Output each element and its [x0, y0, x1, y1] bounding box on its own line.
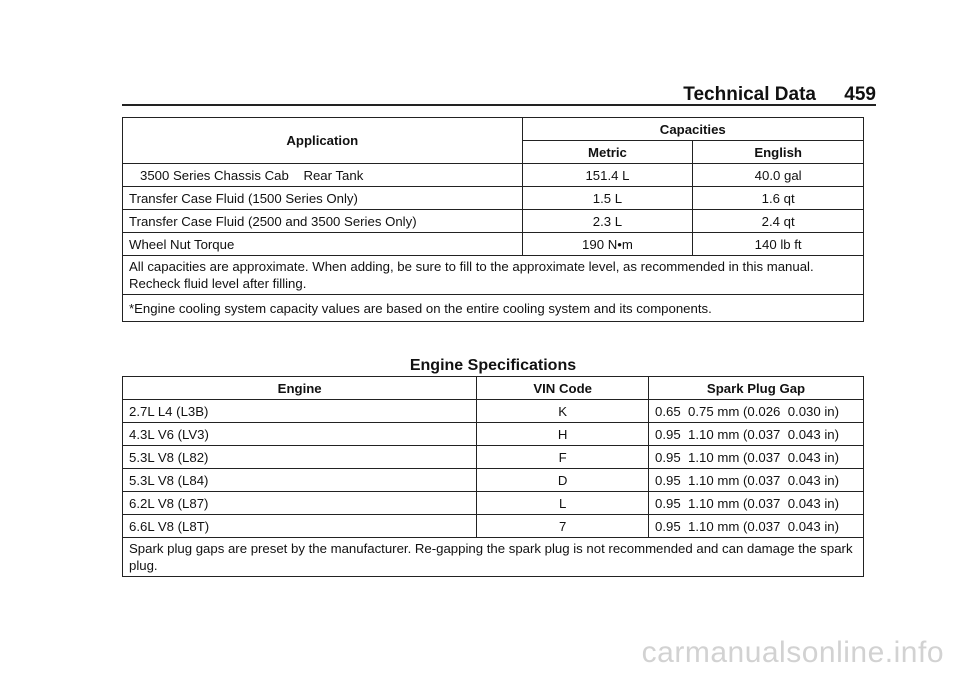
application-cell: Transfer Case Fluid (2500 and 3500 Series Only) [123, 210, 523, 233]
application-cell: Transfer Case Fluid (1500 Series Only) [123, 187, 523, 210]
metric-cell: 1.5 L [522, 187, 693, 210]
vin-cell: H [477, 423, 649, 446]
col-capacities: Capacities [522, 118, 863, 141]
engine-cell: 4.3L V6 (LV3) [123, 423, 477, 446]
gap-cell: 0.95 1.10 mm (0.037 0.043 in) [649, 446, 864, 469]
col-spark-plug-gap: Spark Plug Gap [649, 377, 864, 400]
engine-specs-table [122, 376, 864, 577]
capacities-table [122, 117, 864, 322]
vin-cell: 7 [477, 515, 649, 538]
table-row [123, 446, 864, 469]
gap-cell: 0.95 1.10 mm (0.037 0.043 in) [649, 469, 864, 492]
col-english: English [693, 141, 864, 164]
capacities-note: All capacities are approximate. When adding, be sure to fill to the approximate level, as recommended in this manual. Recheck fluid level after filling. [123, 256, 864, 295]
vin-cell: D [477, 469, 649, 492]
watermark: carmanualsonline.info [641, 636, 944, 669]
application-cell: Wheel Nut Torque [123, 233, 523, 256]
cooling-note: *Engine cooling system capacity values are based on the entire cooling system and its components. [123, 295, 864, 322]
page-number: 459 [844, 84, 876, 105]
metric-cell: 2.3 L [522, 210, 693, 233]
col-vin: VIN Code [477, 377, 649, 400]
engine-cell: 5.3L V8 (L82) [123, 446, 477, 469]
page-header [122, 84, 876, 106]
col-metric: Metric [522, 141, 693, 164]
gap-cell: 0.95 1.10 mm (0.037 0.043 in) [649, 515, 864, 538]
engine-cell: 6.2L V8 (L87) [123, 492, 477, 515]
col-application: Application [123, 118, 523, 164]
section-heading: Engine Specifications [409, 357, 577, 374]
engine-cell: 2.7L L4 (L3B) [123, 400, 477, 423]
page-title: Technical Data [683, 84, 816, 105]
engine-cell: 5.3L V8 (L84) [123, 469, 477, 492]
col-engine: Engine [123, 377, 477, 400]
table-row [123, 210, 864, 233]
vin-cell: F [477, 446, 649, 469]
table-row [123, 515, 864, 538]
table-row [123, 469, 864, 492]
vin-cell: L [477, 492, 649, 515]
table-row [123, 423, 864, 446]
english-cell: 140 lb ft [693, 233, 864, 256]
gap-cell: 0.95 1.10 mm (0.037 0.043 in) [649, 423, 864, 446]
table-row [123, 233, 864, 256]
english-cell: 40.0 gal [693, 164, 864, 187]
gap-cell: 0.95 1.10 mm (0.037 0.043 in) [649, 492, 864, 515]
table-row [123, 187, 864, 210]
table-row [123, 164, 864, 187]
application-cell: 3500 Series Chassis Cab Rear Tank [123, 164, 523, 187]
metric-cell: 190 N•m [522, 233, 693, 256]
table-row [123, 400, 864, 423]
english-cell: 1.6 qt [693, 187, 864, 210]
spark-plug-note: Spark plug gaps are preset by the manufacturer. Re-gapping the spark plug is not recommended and can damage the spark plug. [123, 538, 864, 577]
english-cell: 2.4 qt [693, 210, 864, 233]
vin-cell: K [477, 400, 649, 423]
table-row [123, 492, 864, 515]
metric-cell: 151.4 L [522, 164, 693, 187]
gap-cell: 0.65 0.75 mm (0.026 0.030 in) [649, 400, 864, 423]
engine-cell: 6.6L V8 (L8T) [123, 515, 477, 538]
